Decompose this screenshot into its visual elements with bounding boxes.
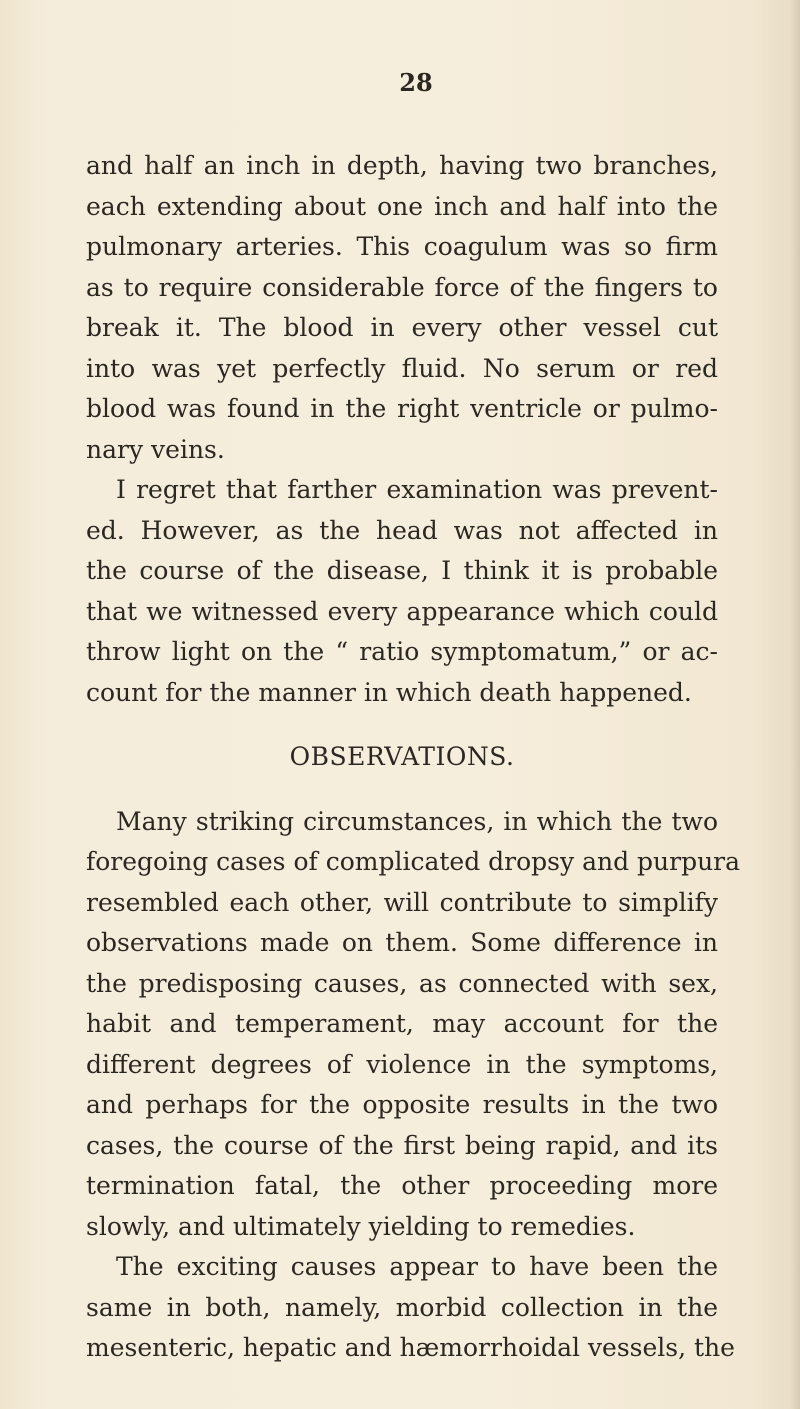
text-line: count for the manner in which death happened. bbox=[86, 677, 692, 707]
text-line: observations made on them. Some difference in bbox=[86, 928, 718, 957]
paragraph-1 bbox=[86, 146, 718, 470]
text-line: mesenteric, hepatic and hæmorrhoidal vessels, the bbox=[86, 1333, 735, 1362]
text-line: and half an inch in depth, having two branches, bbox=[86, 151, 718, 180]
text-line: foregoing cases of complicated dropsy and purpura bbox=[86, 847, 741, 876]
paragraph-2 bbox=[86, 470, 718, 713]
text-line: different degrees of violence in the symptoms, bbox=[86, 1049, 718, 1079]
text-line: into was yet perfectly fluid. No serum or red bbox=[86, 353, 718, 383]
text-line: habit and temperament, may account for the bbox=[86, 1009, 718, 1038]
text-line: resembled each other, will contribute to simplify bbox=[86, 887, 718, 917]
text-line: blood was found in the right ventricle or pulmo- bbox=[86, 394, 718, 423]
text-line: and perhaps for the opposite results in the two bbox=[86, 1090, 718, 1119]
text-line: slowly, and ultimately yielding to remedies. bbox=[86, 1211, 636, 1241]
section-heading: OBSERVATIONS. bbox=[289, 742, 515, 771]
text-line: ed. However, as the head was not affected in bbox=[86, 515, 718, 545]
text-line: the predisposing causes, as connected with sex, bbox=[86, 968, 718, 998]
paragraph-4 bbox=[86, 1247, 735, 1369]
text-line: each extending about one inch and half into the bbox=[86, 191, 718, 221]
text-line: The exciting causes appear to have been the bbox=[116, 1252, 718, 1281]
text-line: Many striking circumstances, in which the two bbox=[116, 806, 718, 836]
text-line: I regret that farther examination was prevent- bbox=[116, 475, 718, 504]
text-line: that we witnessed every appearance which could bbox=[86, 596, 718, 626]
text-line: cases, the course of the first being rapid, and its bbox=[86, 1130, 718, 1160]
page-number: 28 bbox=[399, 68, 433, 97]
text-line: nary veins. bbox=[86, 434, 225, 464]
text-line: the course of the disease, I think it is probable bbox=[86, 556, 718, 585]
paragraph-3 bbox=[86, 802, 741, 1248]
page-edge-shadow bbox=[790, 0, 800, 1409]
text-line: throw light on the “ ratio symptomatum,” or ac- bbox=[86, 637, 718, 666]
text-line: pulmonary arteries. This coagulum was so firm bbox=[86, 232, 718, 261]
text-line: as to require considerable force of the fingers to bbox=[86, 272, 718, 302]
body-text bbox=[86, 146, 741, 1369]
text-line: termination fatal, the other proceeding more bbox=[86, 1171, 718, 1200]
text-line: break it. The blood in every other vessel cut bbox=[86, 313, 718, 342]
text-line: same in both, namely, morbid collection in the bbox=[86, 1292, 718, 1322]
